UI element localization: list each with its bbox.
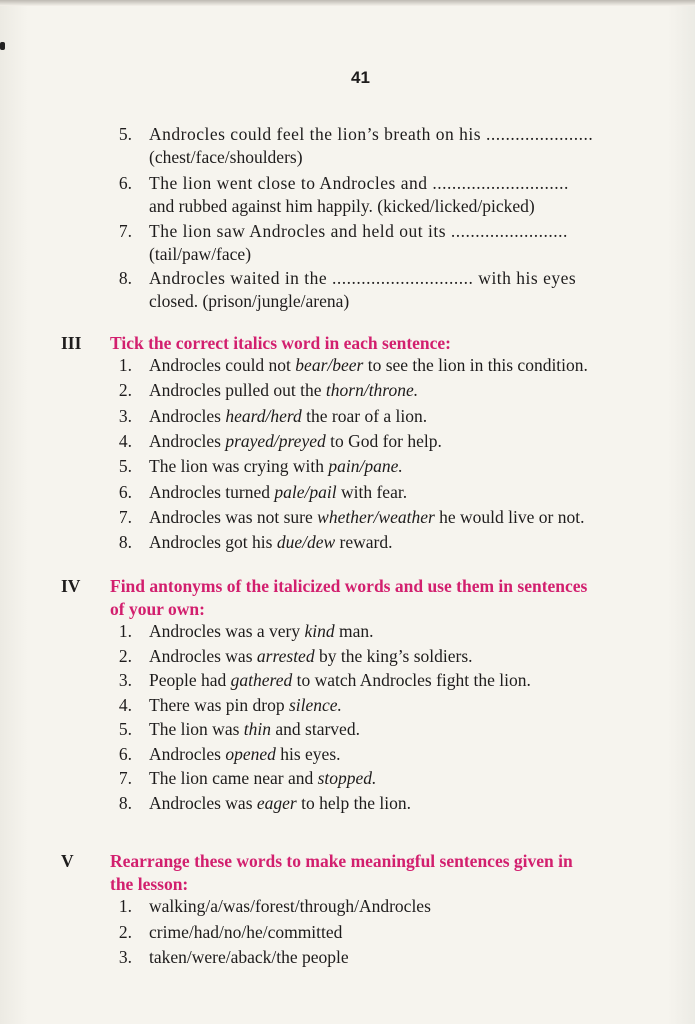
item-number: 1. [118,355,132,375]
italic-word: thin [243,719,272,739]
item-number: 7. [118,506,132,527]
sentence-text: Androcles turned [149,481,275,502]
list-item [149,379,418,402]
list-item [149,718,360,741]
italic-word: opened [225,743,276,764]
list-item: Androcles waited in the ............................. with his eyes [149,268,577,288]
sentence-text: The lion was [149,719,244,739]
item-number: 4. [118,430,132,451]
italic-word: thorn/throne. [325,380,419,401]
sentence-text: Androcles was [149,792,257,813]
list-item: The lion went close to Androcles and ............................ [149,173,569,193]
sentence-text: his eyes. [275,743,341,764]
sentence-text: Androcles was not sure [149,506,318,527]
item-number: 7. [118,221,132,241]
page-top-shadow [0,0,695,6]
section-iv-number: IV [61,576,81,596]
list-item [149,455,403,478]
sentence-text: People had [149,670,231,690]
item-number: 2. [118,645,132,666]
italic-word: pale/pail [274,481,337,502]
sentence-text: Androcles pulled out the [149,380,326,401]
sentence-text: Androcles [149,743,226,764]
sentence-text: he would live or not. [434,506,585,527]
sentence-text: Androcles could not [149,355,296,375]
item-number: 5. [118,456,132,477]
italic-word: eager [256,792,297,813]
item-number: 2. [118,921,132,942]
item-number: 1. [118,896,132,916]
page-number: 41 [351,68,370,87]
sentence-text: with fear. [336,481,408,502]
list-item [149,669,531,692]
sentence-text: Androcles was a very [149,621,305,641]
item-number: 8. [118,532,132,553]
sentence-text: the roar of a lion. [301,405,428,426]
sentence-text: by the king’s soldiers. [314,645,473,666]
section-v-number: V [61,851,74,871]
list-item-options: closed. (prison/jungle/arena) [149,291,350,311]
list-item [149,620,374,643]
sentence-text: There was pin drop [149,694,289,715]
item-number: 3. [118,405,132,426]
italic-word: silence. [288,694,342,715]
item-number: 7. [118,768,132,788]
item-number: 8. [118,268,132,288]
list-item [149,405,427,428]
item-number: 3. [118,947,132,967]
item-number: 6. [118,743,132,764]
list-item-options: (chest/face/shoulders) [149,147,303,167]
item-number: 1. [118,621,132,641]
item-number: 3. [118,670,132,690]
sentence-text: reward. [335,532,393,553]
sentence-text: and starved. [271,719,360,739]
list-item: crime/had/no/he/committed [149,921,343,942]
sentence-text: man. [334,621,374,641]
list-item: walking/a/was/forest/through/Androcles [149,896,431,916]
list-item [149,767,376,790]
list-item [149,354,588,377]
sentence-text: to watch Androcles fight the lion. [292,670,531,690]
list-item [149,645,473,668]
sentence-text: Androcles [149,405,226,426]
section-iii-number: III [61,333,82,353]
list-item [149,743,341,766]
italic-word: due/dew [276,532,336,553]
list-item: Androcles could feel the lion’s breath on his ...................... [149,124,594,144]
sentence-text: Androcles got his [149,532,277,553]
italic-word: heard/herd [225,405,302,426]
list-item-options: (tail/paw/face) [149,244,252,264]
italic-word: kind [304,621,335,641]
list-item: taken/were/aback/the people [149,947,349,967]
item-number: 5. [118,124,132,144]
italic-word: bear/beer [295,355,364,375]
section-v-heading: Rearrange these words to make meaningful sentences given in [110,851,573,871]
list-item [149,792,411,815]
section-iv-heading-cont: of your own: [110,599,205,619]
list-item [149,430,442,453]
sentence-text: The lion was crying with [149,456,329,477]
item-number: 6. [118,481,132,502]
item-number: 6. [118,173,132,193]
item-number: 4. [118,694,132,715]
italic-word: prayed/preyed [225,430,326,451]
sentence-text: to see the lion in this condition. [363,355,588,375]
item-number: 5. [118,719,132,739]
sentence-text: Androcles [149,430,226,451]
list-item [149,531,393,554]
italic-word: stopped. [317,768,377,788]
list-item [149,506,584,529]
margin-mark [0,42,5,50]
italic-word: pain/pane. [328,456,403,477]
list-item-options: and rubbed against him happily. (kicked/licked/picked) [149,196,535,216]
sentence-text: to help the lion. [296,792,411,813]
sentence-text: to God for help. [325,430,442,451]
italic-word: arrested [256,645,315,666]
item-number: 8. [118,792,132,813]
section-v-heading-cont: the lesson: [110,874,189,894]
list-item [149,694,342,717]
item-number: 2. [118,380,132,401]
section-iv-heading: Find antonyms of the italicized words and use them in sentences [110,576,588,596]
sentence-text: The lion came near and [149,768,318,788]
italic-word: gathered [230,670,293,690]
section-iii-heading: Tick the correct italics word in each sentence: [110,333,452,353]
list-item: The lion saw Androcles and held out its ........................ [149,221,568,241]
list-item [149,481,407,504]
italic-word: whether/weather [317,506,435,527]
sentence-text: Androcles was [149,645,257,666]
